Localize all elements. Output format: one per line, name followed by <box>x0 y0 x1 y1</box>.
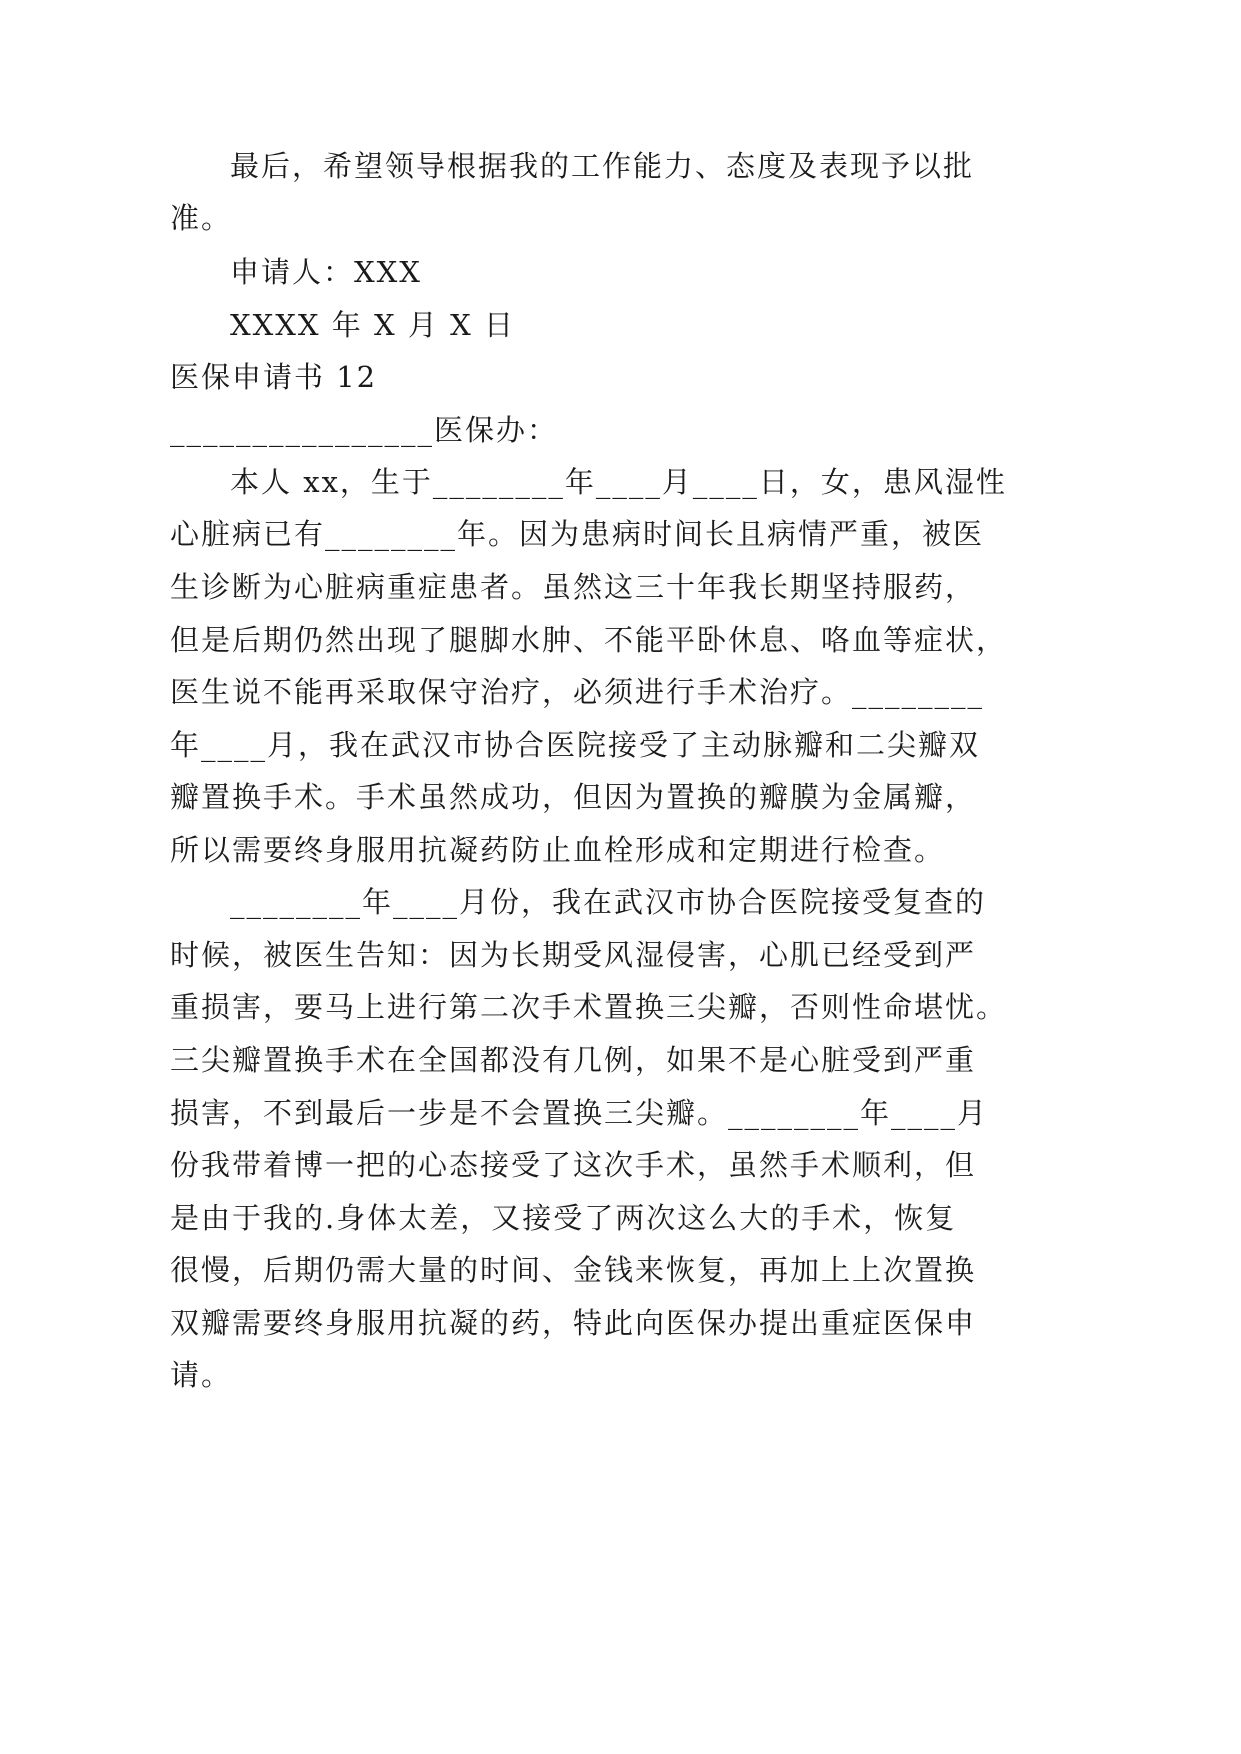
paragraph1-line-6: 年____月，我在武汉市协合医院接受了主动脉瓣和二尖瓣双 <box>170 728 981 762</box>
section-title: 医保申请书 12 <box>170 360 378 394</box>
paragraph2-line-8: 很慢，后期仍需大量的时间、金钱来恢复，再加上上次置换 <box>170 1253 977 1287</box>
paragraph2-line-9: 双瓣需要终身服用抗凝的药，特此向医保办提出重症医保申 <box>170 1306 977 1340</box>
paragraph2-line-6: 份我带着博一把的心态接受了这次手术，虽然手术顺利，但 <box>170 1148 977 1182</box>
paragraph1-line-3: 生诊断为心脏病重症患者。虽然这三十年我长期坚持服药， <box>170 570 977 604</box>
paragraph2-line-10: 请。 <box>170 1358 233 1392</box>
paragraph2-line-7: 是由于我的.身体太差，又接受了两次这么大的手术，恢复 <box>170 1201 957 1235</box>
paragraph1-line-7: 瓣置换手术。手术虽然成功，但因为置换的瓣膜为金属瓣， <box>170 780 977 814</box>
paragraph2-line-3: 重损害，要马上进行第二次手术置换三尖瓣，否则性命堪忧。 <box>170 990 1008 1024</box>
paragraph1-line-8: 所以需要终身服用抗凝药防止血栓形成和定期进行检查。 <box>170 833 946 867</box>
paragraph1-line-5: 医生说不能再采取保守治疗，必须进行手术治疗。________ <box>170 675 985 709</box>
applicant-signature: 申请人：XXX <box>230 255 422 289</box>
addressee-line: ________________医保办： <box>170 413 559 447</box>
paragraph1-line-1: 本人 xx，生于________年____月____日，女，患风湿性 <box>230 465 1007 499</box>
closing-line-1: 最后，希望领导根据我的工作能力、态度及表现予以批 <box>230 149 975 183</box>
paragraph1-line-4: 但是后期仍然出现了腿脚水肿、不能平卧休息、咯血等症状， <box>170 623 1008 657</box>
paragraph2-line-1: ________年____月份，我在武汉市协合医院接受复查的 <box>230 885 987 919</box>
signature-date: XXXX 年 X 月 X 日 <box>230 308 515 342</box>
paragraph2-line-5: 损害，不到最后一步是不会置换三尖瓣。________年____月 <box>170 1096 989 1130</box>
paragraph1-line-2: 心脏病已有________年。因为患病时间长且病情严重，被医 <box>170 517 985 551</box>
paragraph2-line-4: 三尖瓣置换手术在全国都没有几例，如果不是心脏受到严重 <box>170 1043 977 1077</box>
paragraph2-line-2: 时候，被医生告知：因为长期受风湿侵害，心肌已经受到严 <box>170 938 977 972</box>
closing-line-2: 准。 <box>170 201 233 235</box>
